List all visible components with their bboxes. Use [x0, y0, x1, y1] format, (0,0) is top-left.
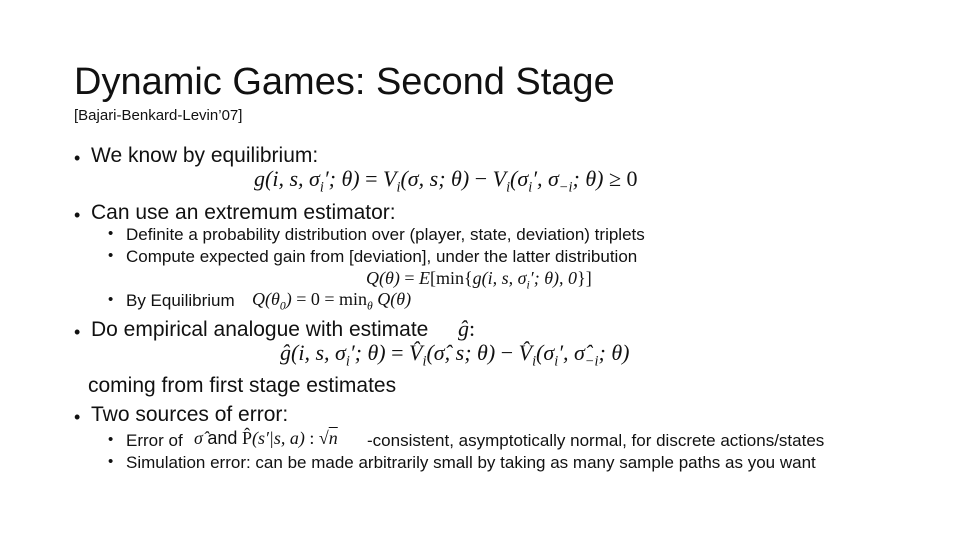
bullet-extremum: Can use an extremum estimator: — [91, 201, 396, 224]
bullet-error-sources: Two sources of error: — [91, 403, 289, 426]
equation-gain: g(i, s, $\sigma_i'$; $\theta) = V_i(\sigma$, s; $\theta) - V_i(\sigma_i'$, $\sigma_{-i}$; θ) ≥ 0 — [254, 166, 638, 196]
equation-error-terms: σ̂ and P̂(s′|s, a) : √n — [194, 428, 338, 448]
bullet-marker: • — [74, 205, 81, 225]
slide-title: Dynamic Games: Second Stage — [74, 61, 615, 103]
bullet-marker: • — [108, 453, 114, 470]
first-stage-text: coming from first stage estimates — [88, 374, 397, 397]
bullet-marker: • — [74, 322, 81, 342]
subbullet-error-consistency: -consistent, asymptotically normal, for discrete actions/states — [367, 431, 825, 450]
bullet-marker: • — [74, 407, 81, 427]
bullet-empirical: Do empirical analogue with estimate — [91, 318, 429, 341]
subbullet-simulation-error: Simulation error: can be made arbitrarily small by taking as many sample paths as you want — [126, 453, 816, 472]
citation: [Bajari-Benkard-Levin’07] — [74, 107, 243, 124]
bullet-equilibrium: We know by equilibrium: — [91, 144, 319, 167]
subbullet-distribution: Definite a probability distribution over (player, state, deviation) triplets — [126, 225, 645, 244]
bullet-marker: • — [108, 291, 114, 308]
bullet-marker: • — [108, 431, 114, 448]
equation-empirical-gain: ĝ(i, s, $\sigma_i'$; $\theta) = V̂_i(\sigmâ$, s; $\theta) - V̂_i(\sigma_i'$, $\sigmâ_{-i}$; θ) — [280, 340, 630, 370]
subbullet-by-equilibrium: By Equilibrium — [126, 291, 235, 310]
subbullet-error-label: Error of — [126, 431, 183, 450]
bullet-marker: • — [108, 225, 114, 242]
bullet-marker: • — [108, 247, 114, 264]
bullet-marker: • — [74, 148, 81, 168]
equation-ghat-symbol: ĝ: — [458, 316, 476, 341]
equation-q: Q(θ) = E[min{g(i, s, $\sigma_i'$; θ), 0}] — [366, 268, 592, 292]
equation-min: $Q(\theta_0) = 0 = \min_\theta Q(\theta)$ — [252, 289, 412, 313]
subbullet-expected-gain: Compute expected gain from [deviation], under the latter distribution — [126, 247, 638, 266]
